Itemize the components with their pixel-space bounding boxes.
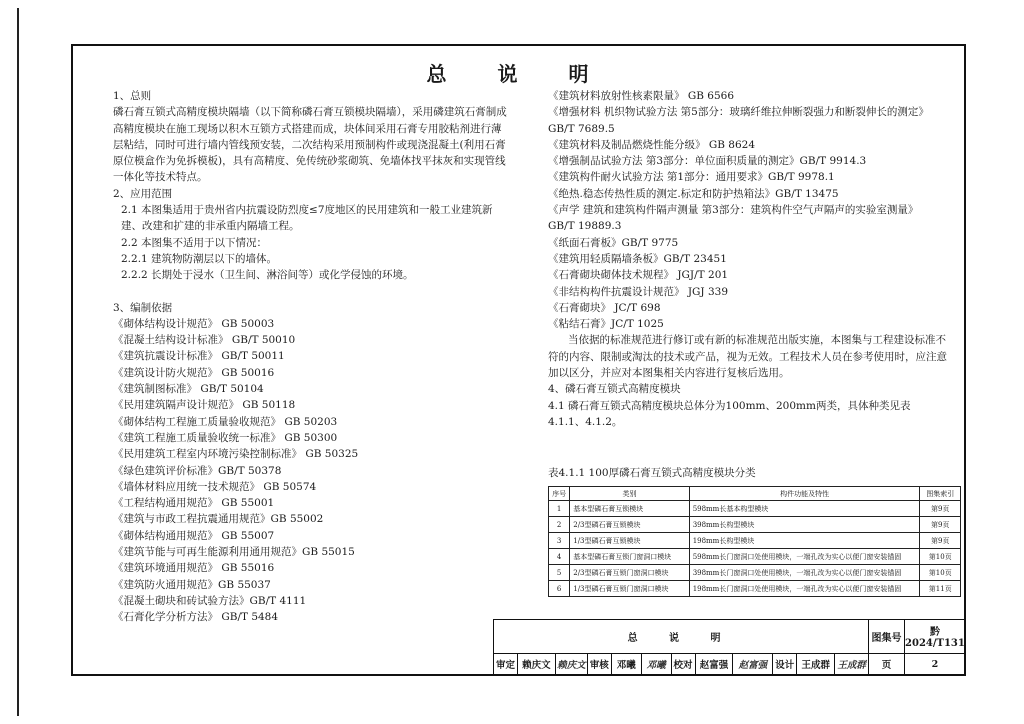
table-cell: 2/3型磷石膏互锁门窗洞口模块 — [570, 565, 689, 581]
standard-item: 《建筑材料及制品燃烧性能分级》 GB 8624 — [548, 138, 756, 151]
standard-item: 《混凝土砌块和砖试验方法》GB/T 4111 — [113, 594, 307, 607]
table-row — [549, 581, 961, 597]
binding-line — [17, 8, 19, 716]
standard-item: 《建筑构件耐火试验方法 第1部分：通用要求》GB/T 9978.1 — [548, 171, 835, 184]
standard-item: 《绿色建筑评价标准》GB/T 50378 — [113, 464, 282, 477]
table-cell: 2/3型磷石膏互锁模块 — [570, 517, 689, 533]
drawing-frame — [71, 44, 966, 676]
standard-item: 《墙体材料应用统一技术规范》 GB 50574 — [113, 480, 317, 493]
table-cell: 第10页 — [920, 565, 961, 581]
atlas-number-label: 图集号 — [869, 620, 905, 654]
standard-item: 《建筑环境通用规范》 GB 55016 — [113, 562, 275, 575]
section-4-heading: 4、磷石膏互锁式高精度模块 — [548, 383, 681, 396]
section-1-body: 磷石膏互锁式高精度模块隔墙（以下简称磷石膏互锁模块隔墙），采用磷建筑石膏制成高精度模块在施工现场以积木互锁方式搭建而成，块体间采用石膏专用胶粘剂进行薄层粘结，同时可进行墙内管线预安装，二次结构采用预制构件或现浇混凝土(利用石膏原位模盒作为免拆模板)，具有高精度、免传统砂浆砌筑、免墙体找平抹灰和实现管线一体化等技术特点。 — [113, 106, 507, 184]
standard-item: 《非结构构件抗震设计规范》 JGJ 339 — [548, 285, 729, 298]
table-cell: 第9页 — [920, 501, 961, 517]
table-cell: 198mm长门窗洞口处使用模块，一端孔改为实心以便门窗安装锚固 — [689, 581, 920, 597]
proofread-signature: 赵富强 — [733, 653, 773, 675]
table-cell: 1 — [549, 501, 570, 517]
table-cell: 基本型磷石膏互锁门窗洞口模块 — [570, 549, 689, 565]
standard-item: GB/T 7689.5 — [548, 122, 615, 135]
standard-item: 《建筑制图标准》 GB/T 50104 — [113, 383, 264, 396]
standard-item: 《建筑节能与可再生能源利用通用规范》GB 55015 — [113, 546, 355, 559]
standard-item: 《石膏化学分析方法》 GB/T 5484 — [113, 611, 279, 624]
section-4-1: 4.1 磷石膏互锁式高精度模块总体分为100mm、200mm两类，具体种类见表 — [548, 399, 911, 412]
standard-item: 《石膏砌块》 JC/T 698 — [548, 301, 661, 314]
table-row — [549, 501, 961, 517]
design-label: 设计 — [773, 653, 797, 675]
page-label: 页 — [869, 653, 905, 675]
table-cell: 1/3型磷石膏互锁模块 — [570, 533, 689, 549]
standard-item: 《增强制品试验方法 第3部分：单位面积质量的测定》GB/T 9914.3 — [548, 155, 867, 168]
title-block-title: 总 说 明 — [494, 620, 869, 654]
standard-item: GB/T 19889.3 — [548, 220, 622, 233]
section-2-2: 2.2 本图集不适用于以下情况： — [121, 236, 268, 249]
standard-item: 《民用建筑隔声设计规范》 GB 50118 — [113, 399, 296, 412]
table-row — [549, 517, 961, 533]
approval-name: 赖庆文 — [517, 653, 555, 675]
standard-item: 《砌体结构通用规范》 GB 55007 — [113, 529, 275, 542]
section-2-2-1: 2.2.1 建筑物防潮层以下的墙体。 — [121, 252, 278, 265]
design-name: 王成群 — [797, 653, 835, 675]
header-cell: 构件功能及特性 — [689, 487, 920, 501]
standard-item: 《建筑与市政工程抗震通用规范》GB 55002 — [113, 513, 324, 526]
page-title: 总 说 明 — [426, 62, 611, 86]
atlas-number: 黔2024/T131 — [904, 620, 965, 654]
standard-item: 《建筑材料放射性核素限量》 GB 6566 — [548, 90, 735, 102]
review-signature: 邓曦 — [641, 653, 671, 675]
table-cell: 第9页 — [920, 517, 961, 533]
approval-signature: 赖庆文 — [555, 653, 587, 675]
table-cell: 3 — [549, 533, 570, 549]
standard-item: 《砌体结构工程施工质量验收规范》 GB 50203 — [113, 415, 338, 428]
standard-item: 《混凝土结构设计标准》 GB/T 50010 — [113, 334, 296, 347]
design-signature: 王成群 — [835, 653, 869, 675]
right-column — [548, 88, 953, 430]
table-row — [549, 565, 961, 581]
standard-item: 《增强材料 机织物试验方法 第5部分：玻璃纤维拉伸断裂强力和断裂伸长的测定》 — [548, 106, 929, 119]
standard-item: 《声学 建筑和建筑构件隔声测量 第3部分：建筑构件空气声隔声的实验室测量》 — [548, 204, 919, 217]
table-cell: 2 — [549, 517, 570, 533]
table-caption: 表4.1.1 100厚磷石膏互锁式高精度模块分类 — [548, 467, 756, 479]
section-4-1-ref: 4.1.1、4.1.2。 — [548, 415, 623, 428]
standard-item: 《建筑抗震设计标准》 GB/T 50011 — [113, 350, 285, 363]
table-header-row — [549, 487, 961, 501]
approval-label: 审定 — [494, 653, 518, 675]
page-number: 2 — [904, 653, 965, 675]
review-name: 邓曦 — [611, 653, 641, 675]
header-cell: 图集索引 — [920, 487, 961, 501]
table-row — [549, 549, 961, 565]
table-row — [549, 533, 961, 549]
proofread-name: 赵富强 — [695, 653, 733, 675]
section-2-heading: 2、应用范围 — [113, 187, 173, 200]
standard-item: 《建筑用轻质隔墙条板》GB/T 23451 — [548, 252, 727, 265]
review-label: 审核 — [587, 653, 611, 675]
table-cell: 第9页 — [920, 533, 961, 549]
title-block — [493, 619, 966, 676]
revision-note: 当依据的标准规范进行修订或有新的标准规范出版实施，本图集与工程建设标准不符的内容、限制或淘汰的技术或产品，视为无效。工程技术人员在参考使用时，应注意加以区分，并应对本图集相关内容进行复核后选用。 — [548, 334, 947, 380]
standard-item: 《建筑设计防火规范》 GB 50016 — [113, 366, 275, 379]
standard-item: 《绝热.稳态传热性质的测定.标定和防护热箱法》GB/T 13475 — [548, 187, 839, 200]
left-column — [113, 88, 508, 626]
table-cell: 198mm长构型模块 — [689, 533, 920, 549]
standard-item: 《纸面石膏板》GB/T 9775 — [548, 236, 679, 249]
standard-item: 《砌体结构设计规范》 GB 50003 — [113, 317, 275, 330]
standard-item: 《石膏砌块砌体技术规程》 JGJ/T 201 — [548, 269, 729, 282]
module-classification-table — [548, 486, 961, 597]
standard-item: 《建筑防火通用规范》GB 55037 — [113, 578, 271, 591]
standard-item: 《工程结构通用规范》 GB 55001 — [113, 497, 275, 510]
section-3-heading: 3、编制依据 — [113, 301, 173, 314]
standard-item: 《建筑工程施工质量验收统一标准》 GB 50300 — [113, 431, 338, 444]
table-cell: 598mm长门窗洞口处使用模块，一端孔改为实心以便门窗安装锚固 — [689, 549, 920, 565]
standard-item: 《粘结石膏》JC/T 1025 — [548, 318, 664, 331]
section-1-heading: 1、总则 — [113, 90, 152, 102]
proofread-label: 校对 — [671, 653, 695, 675]
section-2-1: 2.1 本图集适用于贵州省内抗震设防烈度≤7度地区的民用建筑和一般工业建筑新建、改建和扩建的非承重内隔墙工程。 — [121, 204, 493, 233]
table-cell: 第10页 — [920, 549, 961, 565]
table-cell: 4 — [549, 549, 570, 565]
table-cell: 5 — [549, 565, 570, 581]
table-cell: 398mm长门窗洞口处使用模块，一端孔改为实心以便门窗安装锚固 — [689, 565, 920, 581]
table-cell: 1/3型磷石膏互锁门窗洞口模块 — [570, 581, 689, 597]
table-cell: 第11页 — [920, 581, 961, 597]
standard-item: 《民用建筑工程室内环境污染控制标准》 GB 50325 — [113, 448, 359, 461]
table-cell: 基本型磷石膏互锁模块 — [570, 501, 689, 517]
header-cell: 序号 — [549, 487, 570, 501]
table-cell: 6 — [549, 581, 570, 597]
header-cell: 类别 — [570, 487, 689, 501]
section-2-2-2: 2.2.2 长期处于浸水（卫生间、淋浴间等）或化学侵蚀的环境。 — [121, 269, 414, 282]
table-cell: 398mm长构型模块 — [689, 517, 920, 533]
table-cell: 598mm长基本构型模块 — [689, 501, 920, 517]
